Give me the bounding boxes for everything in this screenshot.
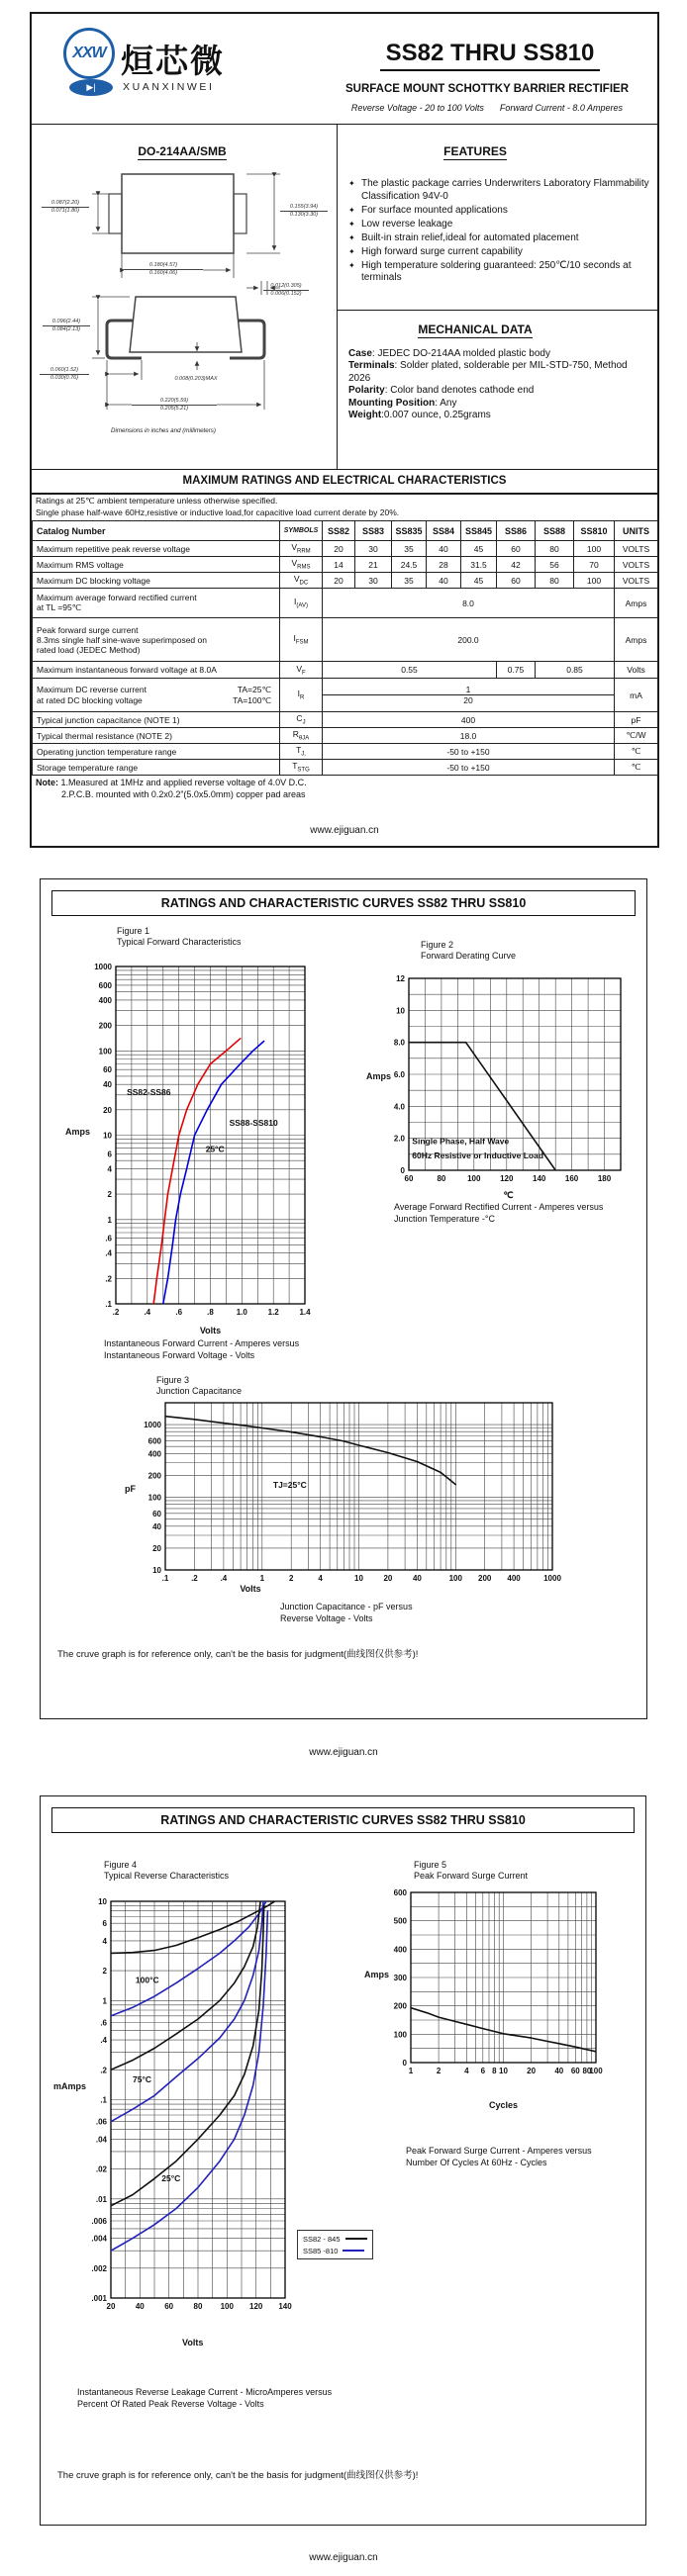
svg-text:80: 80 (193, 2302, 203, 2311)
svg-text:400: 400 (98, 995, 112, 1005)
column-divider (337, 125, 338, 469)
mech-line: Terminals: Solder plated, solderable per MIL-STD-750, Method 2026 (348, 360, 628, 384)
col-part: SS84 (427, 521, 461, 541)
svg-text:140: 140 (533, 1174, 546, 1183)
svg-text:600: 600 (147, 1436, 161, 1446)
svg-text:60: 60 (164, 2302, 174, 2311)
svg-text:mAmps: mAmps (53, 2081, 87, 2091)
figure5-chart (354, 1879, 614, 2128)
feature-item: ✦ The plastic package carries Underwriters Laboratory Flammability Classification 94V-0 (348, 178, 649, 202)
svg-text:8: 8 (492, 2067, 497, 2075)
svg-text:.4: .4 (144, 1308, 151, 1317)
table-row: Maximum instantaneous forward voltage at 8.0A $V_F$ 0.55 0.75 0.85 Volts (33, 662, 658, 679)
svg-text:20: 20 (383, 1574, 393, 1583)
svg-text:400: 400 (393, 1945, 407, 1955)
svg-text:160: 160 (564, 1174, 579, 1183)
features-title-wrap (376, 142, 574, 160)
svg-text:600: 600 (98, 980, 112, 990)
svg-text:4: 4 (464, 2067, 469, 2075)
svg-text:4: 4 (102, 1936, 107, 1946)
svg-text:400: 400 (507, 1574, 521, 1583)
figure2-caption: Average Forward Rectified Current - Amperes versus Junction Temperature -°C (394, 1202, 604, 1224)
logo-diode-icon: ▶| (69, 79, 113, 96)
svg-text:.04: .04 (95, 2135, 107, 2145)
svg-text:.2: .2 (100, 2066, 107, 2075)
mech-line: Weight:0.007 ounce, 0.25grams (348, 410, 491, 421)
mech-line: Case: JEDEC DO-214AA molded plastic body (348, 348, 550, 359)
legend-row: SS82 - 845 (303, 2233, 367, 2245)
svg-text:Volts: Volts (182, 2338, 204, 2347)
svg-text:.01: .01 (95, 2194, 107, 2204)
svg-text:Volts: Volts (240, 1584, 261, 1594)
mech-line: Polarity: Color band denotes cathode end (348, 385, 535, 397)
svg-text:℃: ℃ (503, 1190, 514, 1200)
svg-text:.001: .001 (91, 2294, 107, 2303)
package-title: DO-214AA/SMB (138, 144, 227, 158)
figure3-chart (107, 1389, 606, 1607)
doc-title: SS82 THRU SS810 (380, 40, 601, 71)
dim-lead-thickness: $\frac{0.012(0.305)}{0.006(0.152)}$ (263, 283, 309, 298)
mech-title-wrap (376, 321, 574, 338)
ratings-table (32, 520, 658, 776)
bullet-icon: ✦ (348, 179, 355, 188)
col-part: SS83 (355, 521, 392, 541)
figure3-header: Figure 3 Junction Capacitance (156, 1375, 243, 1396)
mech-divider (338, 310, 657, 311)
blue-line-swatch (343, 2250, 364, 2252)
svg-text:25°C: 25°C (161, 2173, 181, 2184)
figure3-caption: Junction Capacitance - pF versus Reverse Voltage - Volts (280, 1602, 413, 1623)
svg-text:100: 100 (448, 1574, 462, 1583)
dim-body-height: $\frac{0.155(3.94)}{0.130(3.30)}$ (280, 204, 328, 219)
svg-text:40: 40 (103, 1080, 112, 1090)
svg-text:60: 60 (103, 1065, 112, 1075)
svg-text:1: 1 (408, 2067, 414, 2075)
table-row: Peak forward surge current 8.3ms single half sine-wave superimposed on rated load (JEDEC Method) $I_{FSM}$ 200.0 Amps (33, 618, 658, 662)
doc-title-wrap (327, 40, 653, 71)
bullet-icon: ✦ (348, 219, 355, 229)
svg-text:1000: 1000 (144, 1421, 161, 1430)
page2-footer-url: www.ejiguan.cn (309, 1747, 378, 1758)
figure2-chart (364, 965, 645, 1214)
svg-text:1: 1 (102, 1996, 107, 2006)
svg-text:10: 10 (499, 2067, 508, 2075)
table-row: Typical thermal resistance (NOTE 2) $R_{\theta JA}$ 18.0 ℃/W (33, 728, 658, 744)
svg-text:4: 4 (107, 1164, 112, 1174)
svg-text:SS88-SS810: SS88-SS810 (229, 1117, 278, 1128)
svg-text:12: 12 (396, 974, 405, 983)
col-part: SS845 (461, 521, 497, 541)
mech-line: Mounting Position: Any (348, 397, 457, 409)
figure4-legend (297, 2230, 373, 2259)
svg-text:40: 40 (412, 1574, 422, 1583)
doc-subtitle: SURFACE MOUNT SCHOTTKY BARRIER RECTIFIER (344, 83, 630, 95)
svg-text:6: 6 (107, 1150, 112, 1159)
svg-text:2: 2 (288, 1574, 294, 1583)
figure4-chart (48, 1887, 297, 2360)
svg-text:400: 400 (147, 1449, 161, 1459)
bullet-icon: ✦ (348, 260, 355, 270)
svg-text:100: 100 (589, 2067, 603, 2075)
svg-text:.4: .4 (220, 1574, 228, 1583)
logo-chinese-name: 烜芯微 (121, 43, 225, 79)
svg-text:Volts: Volts (199, 1326, 222, 1335)
logo-xxw-text: XXW (72, 45, 106, 61)
svg-text:10: 10 (103, 1131, 112, 1141)
svg-text:140: 140 (278, 2302, 292, 2311)
dim-package-height: $\frac{0.096(2.44)}{0.084(2.13)}$ (43, 319, 90, 333)
svg-text:.6: .6 (100, 2018, 107, 2028)
col-part: SS82 (323, 521, 355, 541)
page3-footer-url: www.ejiguan.cn (309, 2552, 378, 2563)
svg-text:Amps: Amps (65, 1127, 91, 1137)
svg-text:2.0: 2.0 (393, 1134, 405, 1144)
figure2-header: Figure 2 Forward Derating Curve (421, 940, 517, 961)
table-row: Maximum average forward rectified current at TL =95℃ $I_{(AV)}$ 8.0 Amps (33, 589, 658, 618)
svg-text:1: 1 (259, 1574, 265, 1583)
svg-text:.6: .6 (175, 1308, 183, 1317)
feature-item: ✦ Low reverse leakage (348, 218, 453, 230)
page1-footer-url: www.ejiguan.cn (310, 825, 379, 836)
svg-text:1000: 1000 (94, 963, 112, 971)
svg-text:500: 500 (393, 1916, 407, 1926)
ratings-summary-line (319, 103, 655, 113)
table-row: Operating junction temperature range $T_{J,}$ -50 to +150 ℃ (33, 744, 658, 760)
svg-text:2: 2 (102, 1967, 107, 1977)
mech-title: MECHANICAL DATA (418, 322, 533, 336)
svg-text:pF: pF (125, 1484, 136, 1494)
table-header-row (33, 521, 658, 541)
svg-text:200: 200 (98, 1021, 112, 1031)
dimensions-note: Dimensions in inches and (millimeters) (111, 427, 216, 434)
dim-body-width: $\frac{0.180(4.57)}{0.160(4.06)}$ (124, 262, 203, 277)
svg-text:.8: .8 (207, 1308, 214, 1317)
svg-text:Amps: Amps (364, 1970, 390, 1979)
svg-text:100: 100 (147, 1493, 161, 1503)
svg-text:80: 80 (582, 2067, 592, 2075)
svg-text:40: 40 (152, 1521, 161, 1531)
svg-text:100: 100 (98, 1047, 112, 1057)
figure1-caption: Instantaneous Forward Current - Amperes versus Instantaneous Forward Voltage - Volts (104, 1338, 300, 1360)
svg-text:.6: .6 (105, 1234, 112, 1243)
logo-mark-icon (63, 28, 115, 79)
bullet-icon: ✦ (348, 246, 355, 256)
ratings-conditions: Ratings at 25℃ ambient temperature unless otherwise specified. Single phase half-wave 60Hz,resistive or inductive load,for capacitive load current derate by 20%. (36, 496, 400, 517)
svg-text:10: 10 (98, 1897, 107, 1906)
table-row: Maximum RMS voltage $V_{RMS}$ 14 21 24.5 28 31.5 42 56 70 VOLTS (33, 557, 658, 573)
svg-text:100: 100 (467, 1174, 481, 1183)
svg-text:.02: .02 (95, 2164, 107, 2174)
page2-title: RATINGS AND CHARACTERISTIC CURVES SS82 THRU SS810 (51, 890, 636, 916)
svg-text:80: 80 (437, 1174, 446, 1183)
figure1-chart (57, 952, 323, 1351)
svg-text:Cycles: Cycles (488, 2100, 519, 2110)
figure4-caption: Instantaneous Reverse Leakage Current - MicroAmperes versus Percent Of Rated Peak Reverse Voltage - Volts (77, 2387, 333, 2409)
svg-text:4.0: 4.0 (393, 1102, 405, 1112)
bullet-icon: ✦ (348, 232, 355, 242)
feature-item: ✦ High temperature soldering guaranteed: 250℃/10 seconds at terminals (348, 259, 632, 283)
ratings-section-title: MAXIMUM RATINGS AND ELECTRICAL CHARACTERISTICS (32, 469, 657, 495)
svg-text:60: 60 (152, 1509, 161, 1518)
svg-text:300: 300 (393, 1974, 407, 1982)
svg-text:2: 2 (436, 2067, 442, 2075)
logo-romanized-name: XUANXINWEI (123, 81, 215, 93)
svg-text:.2: .2 (105, 1274, 112, 1284)
svg-text:.006: .006 (91, 2217, 107, 2226)
dim-tab-height: $\frac{0.087(2.20)}{0.071(1.80)}$ (42, 200, 89, 215)
svg-text:.4: .4 (105, 1248, 112, 1258)
svg-text:.06: .06 (95, 2117, 107, 2127)
svg-text:1.2: 1.2 (267, 1308, 279, 1317)
forward-current-rating: Forward Current - 8.0 Amperes (499, 103, 624, 113)
svg-text:2: 2 (107, 1190, 112, 1200)
col-part: SS88 (536, 521, 574, 541)
svg-text:.1: .1 (161, 1574, 169, 1583)
svg-text:60: 60 (404, 1174, 414, 1183)
svg-text:100: 100 (393, 2030, 407, 2040)
svg-text:1: 1 (107, 1215, 112, 1225)
figure5-caption: Peak Forward Surge Current - Amperes versus Number Of Cycles At 60Hz - Cycles (406, 2146, 592, 2167)
col-units: UNITS (615, 521, 658, 541)
svg-text:.2: .2 (191, 1574, 198, 1583)
svg-text:200: 200 (478, 1574, 492, 1583)
col-part: SS810 (574, 521, 615, 541)
col-symbols: SYMBOLS (280, 521, 323, 541)
table-row: Typical junction capacitance (NOTE 1) $C_J$ 400 pF (33, 712, 658, 728)
bullet-icon: ✦ (348, 205, 355, 215)
svg-text:200: 200 (393, 2001, 407, 2011)
svg-text:200: 200 (147, 1471, 161, 1481)
features-list (348, 178, 649, 286)
svg-text:8.0: 8.0 (393, 1038, 405, 1048)
svg-text:75°C: 75°C (133, 2073, 151, 2084)
reverse-voltage-range: Reverse Voltage - 20 to 100 Volts (350, 103, 484, 113)
table-row: Maximum DC reverse current TA=25℃ at rated DC blocking voltage TA=100℃ $I_R$ 1 20 mA (33, 679, 658, 712)
svg-text:6.0: 6.0 (393, 1070, 405, 1079)
svg-text:.1: .1 (100, 2095, 107, 2105)
svg-text:1000: 1000 (543, 1574, 561, 1583)
table-notes: Note: 1.Measured at 1MHz and applied reverse voltage of 4.0V D.C. 2.P.C.B. mounted with 0.2x0.2”(5.0x5.0mm) copper pad areas (36, 778, 307, 799)
svg-text:0: 0 (400, 1166, 405, 1175)
svg-text:100: 100 (220, 2302, 234, 2311)
svg-text:6: 6 (102, 1919, 107, 1929)
feature-item: ✦ High forward surge current capability (348, 245, 523, 257)
svg-text:SS82-SS86: SS82-SS86 (127, 1086, 171, 1097)
svg-text:100°C: 100°C (135, 1975, 159, 1985)
figure4-header: Figure 4 Typical Reverse Characteristics (104, 1860, 230, 1881)
dim-total-width: $\frac{0.220(5.59)}{0.205(5.21)}$ (132, 398, 217, 413)
svg-text:0: 0 (402, 2059, 407, 2068)
svg-text:10: 10 (396, 1006, 405, 1016)
svg-text:60Hz Resistive or Inductive Lo: 60Hz Resistive or Inductive Load (412, 1150, 544, 1160)
svg-text:20: 20 (527, 2067, 537, 2075)
svg-text:10: 10 (152, 1566, 161, 1575)
col-part: SS835 (392, 521, 427, 541)
mech-list (348, 348, 651, 421)
svg-text:120: 120 (249, 2302, 263, 2311)
col-catalog: Catalog Number (33, 521, 280, 541)
svg-text:1.4: 1.4 (299, 1308, 311, 1317)
table-row: Maximum DC blocking voltage $V_{DC}$ 20 30 35 40 45 60 80 100 VOLTS (33, 573, 658, 589)
black-line-swatch (345, 2238, 367, 2240)
features-title: FEATURES (443, 144, 507, 158)
svg-text:Amps: Amps (366, 1071, 392, 1081)
feature-item: ✦ For surface mounted applications (348, 204, 508, 216)
svg-text:.002: .002 (91, 2263, 107, 2273)
svg-text:180: 180 (597, 1174, 612, 1183)
svg-text:Single Phase, Half Wave: Single Phase, Half Wave (412, 1136, 510, 1147)
svg-text:40: 40 (135, 2302, 145, 2311)
svg-text:1.0: 1.0 (236, 1308, 247, 1317)
svg-text:.004: .004 (91, 2234, 107, 2244)
svg-text:4: 4 (318, 1574, 323, 1583)
svg-text:.2: .2 (112, 1308, 120, 1317)
svg-text:6: 6 (480, 2067, 486, 2075)
table-row: Storage temperature range $T_{STG}$ -50 to +150 ℃ (33, 760, 658, 776)
feature-item: ✦ Built-in strain relief,ideal for automated placement (348, 231, 579, 243)
legend-row: SS85 -810 (303, 2245, 367, 2256)
svg-text:600: 600 (393, 1888, 407, 1897)
col-part: SS86 (497, 521, 536, 541)
figure1-header: Figure 1 Typical Forward Characteristics (117, 926, 242, 947)
svg-text:120: 120 (500, 1174, 514, 1183)
svg-text:20: 20 (152, 1543, 161, 1553)
svg-text:10: 10 (354, 1574, 363, 1583)
page3-disclaimer-note: The cruve graph is for reference only, can't be the basis for judgment(曲线图仅供参考)! (57, 2470, 419, 2481)
svg-text:.1: .1 (105, 1300, 112, 1309)
dim-standoff: 0.008(0.203)MAX (174, 376, 218, 382)
table-row: Maximum repetitive peak reverse voltage $V_{RRM}$ 20 30 35 40 45 60 80 100 VOLTS (33, 541, 658, 557)
svg-text:40: 40 (554, 2067, 564, 2075)
figure5-header: Figure 5 Peak Forward Surge Current (414, 1860, 529, 1881)
page3-title: RATINGS AND CHARACTERISTIC CURVES SS82 THRU SS810 (51, 1807, 635, 1833)
dim-foot-length: $\frac{0.060(1.52)}{0.030(0.76)}$ (40, 367, 89, 382)
svg-text:20: 20 (106, 2302, 116, 2311)
svg-text:TJ=25°C: TJ=25°C (272, 1480, 307, 1490)
page2-disclaimer-note: The cruve graph is for reference only, can't be the basis for judgment(曲线图仅供参考)! (57, 1649, 419, 1660)
svg-text:20: 20 (103, 1105, 112, 1115)
svg-text:25°C: 25°C (205, 1144, 225, 1154)
svg-text:60: 60 (570, 2067, 580, 2075)
svg-text:.4: .4 (100, 2036, 107, 2046)
